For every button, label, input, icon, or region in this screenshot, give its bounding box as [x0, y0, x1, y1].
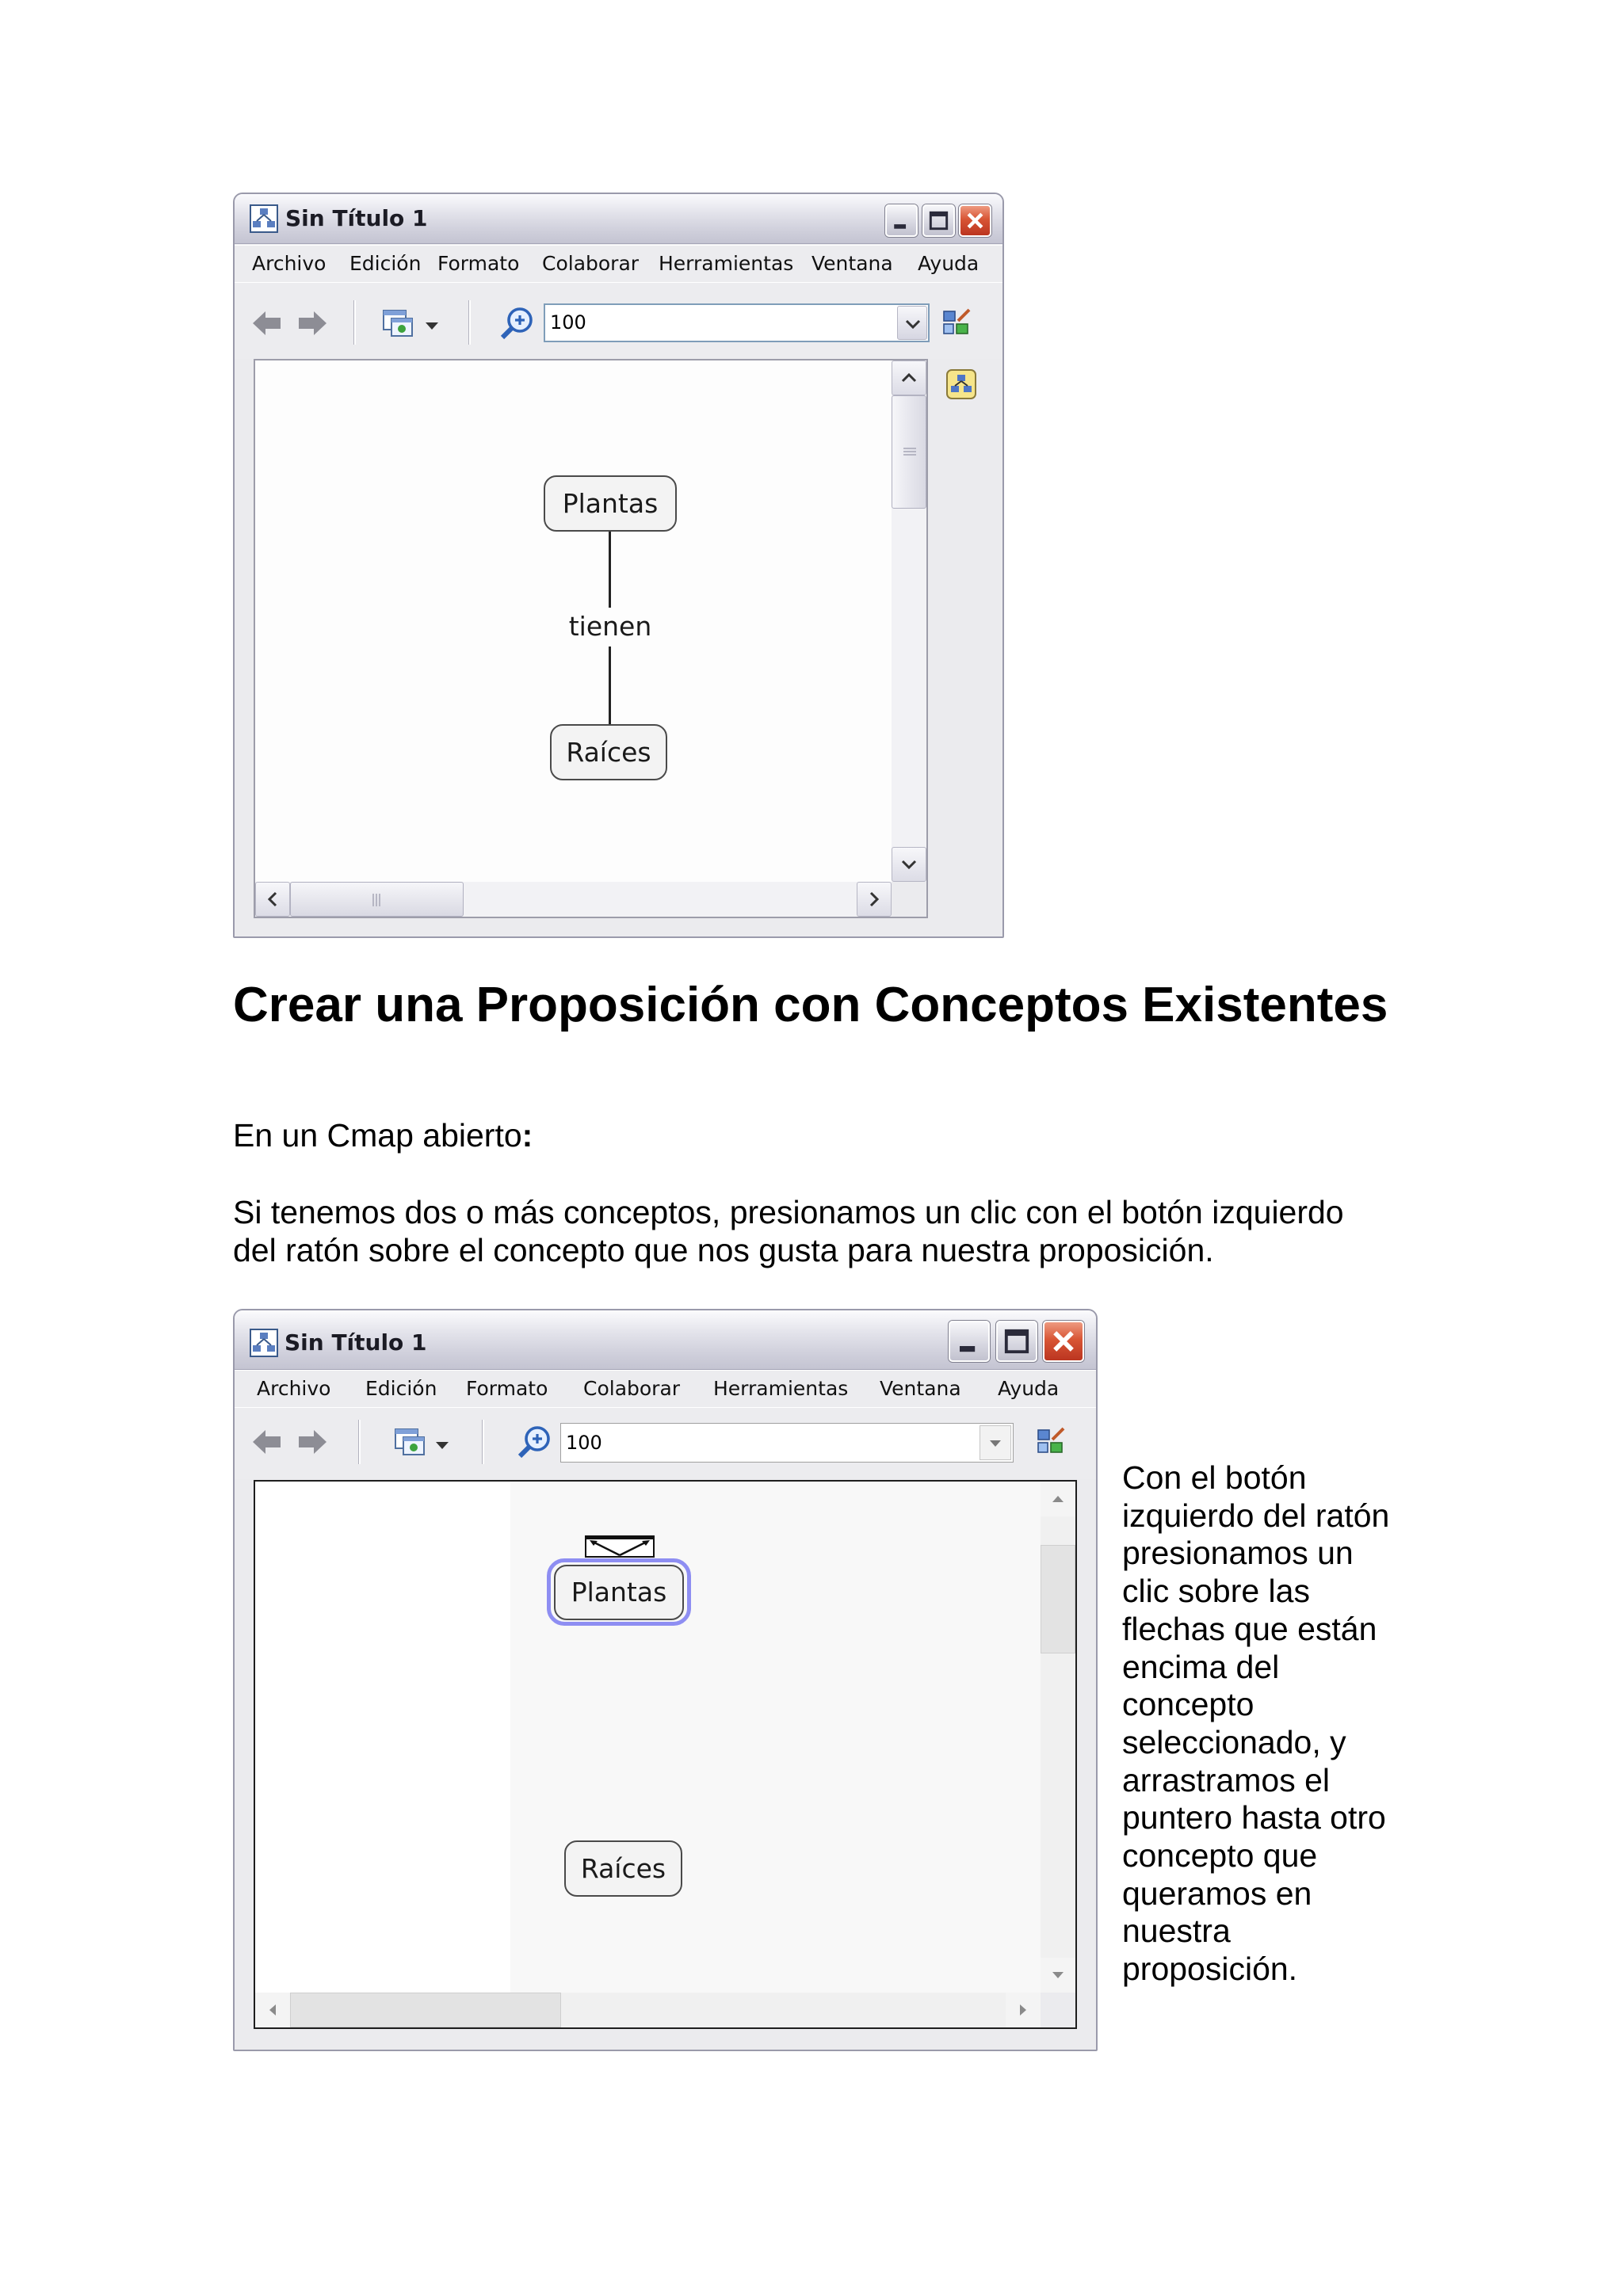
- side-note-line: flechas que están: [1122, 1610, 1377, 1647]
- side-note-line: concepto que: [1122, 1837, 1318, 1875]
- menu-ventana[interactable]: Ventana: [880, 1377, 961, 1400]
- grip-icon: [372, 894, 382, 906]
- toolbar-separator: [468, 300, 471, 345]
- menu-edicion[interactable]: Edición: [349, 252, 422, 275]
- styles-palette-icon[interactable]: [942, 308, 972, 338]
- link-handle-arrows-icon[interactable]: [585, 1535, 655, 1558]
- side-note-line: Con el botón: [1122, 1459, 1307, 1496]
- scroll-up-button[interactable]: [892, 360, 926, 395]
- chevron-left-icon: [268, 891, 277, 907]
- concept-label: Plantas: [571, 1577, 667, 1608]
- menu-colaborar[interactable]: Colaborar: [542, 252, 640, 275]
- chevron-left-icon: [269, 2004, 276, 2016]
- menu-herramientas[interactable]: Herramientas: [659, 252, 794, 275]
- maximize-icon: [998, 1322, 1036, 1360]
- concept-label: Raíces: [580, 1853, 666, 1884]
- side-note-line: encima del: [1122, 1648, 1280, 1685]
- side-note-line: queramos en: [1122, 1875, 1312, 1912]
- scroll-up-button[interactable]: [1041, 1482, 1075, 1516]
- zoom-in-icon[interactable]: [499, 306, 534, 341]
- concept-label: Plantas: [562, 488, 659, 519]
- cmap-document-icon: [249, 204, 279, 234]
- scrollbar-corner: [892, 882, 926, 917]
- side-note-line: proposición.: [1122, 1951, 1298, 1988]
- horizontal-scroll-thumb[interactable]: [290, 1993, 561, 2027]
- menu-edicion[interactable]: Edición: [365, 1377, 437, 1400]
- menu-archivo[interactable]: Archivo: [252, 252, 327, 275]
- close-icon: [1044, 1322, 1083, 1360]
- side-note-line: presionamos un: [1122, 1535, 1354, 1572]
- instruction-paragraph: [233, 1193, 1344, 1269]
- map-canvas[interactable]: [254, 1480, 1077, 2029]
- concept-label: Raíces: [566, 737, 651, 768]
- view-window-icon[interactable]: [380, 306, 415, 341]
- chevron-right-icon: [869, 891, 879, 907]
- menu-ventana[interactable]: Ventana: [812, 252, 893, 275]
- side-note-line: clic sobre las: [1122, 1573, 1310, 1610]
- chevron-down-icon: [990, 1440, 1001, 1447]
- side-note-line: izquierdo del ratón: [1122, 1497, 1390, 1534]
- intro-line: [233, 1116, 533, 1154]
- connector-line: [609, 646, 611, 724]
- side-note: [1122, 1459, 1389, 1989]
- scroll-down-button[interactable]: [1041, 1958, 1075, 1993]
- chevron-down-icon[interactable]: [426, 319, 438, 326]
- title-bar[interactable]: [235, 1310, 1096, 1370]
- view-window-icon[interactable]: [392, 1425, 427, 1459]
- close-button[interactable]: [1043, 1321, 1084, 1362]
- zoom-combobox[interactable]: [560, 1423, 1014, 1463]
- toolbar-separator: [482, 1420, 484, 1464]
- cmap-document-icon: [249, 1328, 279, 1358]
- zoom-value: 100: [566, 1432, 602, 1454]
- minimize-button[interactable]: [885, 204, 918, 237]
- vertical-scroll-thumb[interactable]: [892, 395, 926, 509]
- side-note-line: seleccionado, y: [1122, 1723, 1346, 1760]
- intro-text: En un Cmap abierto: [233, 1117, 522, 1154]
- toolbar-separator: [353, 300, 356, 345]
- toolbar: [235, 1407, 1096, 1479]
- zoom-combobox[interactable]: [544, 303, 930, 342]
- menu-colaborar[interactable]: Colaborar: [583, 1377, 681, 1400]
- maximize-icon: [924, 206, 953, 235]
- zoom-value: 100: [550, 311, 586, 334]
- title-bar[interactable]: [235, 194, 1002, 244]
- minimize-icon: [950, 1322, 988, 1360]
- menu-bar: [235, 1370, 1096, 1408]
- concept-node-plantas[interactable]: [544, 475, 677, 532]
- close-button[interactable]: [959, 204, 991, 237]
- maximize-button[interactable]: [922, 204, 955, 237]
- side-note-line: nuestra: [1122, 1913, 1231, 1950]
- menu-ayuda[interactable]: Ayuda: [918, 252, 980, 275]
- chevron-down-icon[interactable]: [436, 1439, 449, 1446]
- chevron-up-icon: [1052, 1496, 1064, 1502]
- chevron-up-icon: [901, 373, 917, 383]
- close-icon: [960, 206, 990, 235]
- paragraph-line: Si tenemos dos o más conceptos, presionamos un clic con el botón izquierdo: [233, 1194, 1344, 1230]
- paragraph-line: del ratón sobre el concepto que nos gusta para nuestra proposición.: [233, 1232, 1214, 1268]
- vertical-scroll-thumb[interactable]: [1041, 1545, 1075, 1653]
- zoom-dropdown-button[interactable]: [897, 306, 927, 340]
- scrollbar-corner: [1041, 1993, 1075, 2027]
- scroll-down-button[interactable]: [892, 847, 926, 882]
- menu-bar: [235, 245, 1002, 283]
- concept-node-plantas[interactable]: [554, 1565, 684, 1620]
- window-title: Sin Título 1: [285, 205, 428, 231]
- horizontal-scroll-thumb[interactable]: [290, 882, 464, 917]
- side-note-line: arrastramos el: [1122, 1761, 1331, 1798]
- chevron-down-icon: [901, 860, 917, 869]
- chevron-down-icon: [1052, 1972, 1064, 1978]
- chevron-down-icon: [905, 319, 921, 329]
- scroll-left-button[interactable]: [255, 1993, 290, 2027]
- zoom-in-icon[interactable]: [517, 1425, 552, 1459]
- maximize-button[interactable]: [996, 1321, 1037, 1362]
- side-note-line: concepto: [1122, 1686, 1254, 1723]
- minimize-icon: [887, 206, 916, 235]
- toolbar-separator: [358, 1420, 361, 1464]
- scroll-right-button[interactable]: [857, 882, 892, 917]
- scroll-left-button[interactable]: [255, 882, 290, 917]
- menu-formato[interactable]: Formato: [437, 252, 520, 275]
- scroll-right-button[interactable]: [1006, 1993, 1041, 2027]
- zoom-dropdown-button[interactable]: [980, 1425, 1011, 1460]
- menu-ayuda[interactable]: Ayuda: [998, 1377, 1060, 1400]
- menu-archivo[interactable]: Archivo: [257, 1377, 331, 1400]
- minimize-button[interactable]: [949, 1321, 990, 1362]
- window-title: Sin Título 1: [285, 1329, 427, 1356]
- menu-formato[interactable]: Formato: [466, 1377, 548, 1400]
- intro-colon: :: [521, 1117, 533, 1154]
- styles-palette-icon[interactable]: [1037, 1427, 1067, 1457]
- back-arrow-icon[interactable]: [251, 309, 283, 338]
- forward-arrow-icon[interactable]: [296, 309, 328, 338]
- back-arrow-icon[interactable]: [251, 1428, 283, 1456]
- forward-arrow-icon[interactable]: [296, 1428, 328, 1456]
- cmap-window-first: [233, 193, 1004, 938]
- chevron-right-icon: [1020, 2004, 1026, 2016]
- concept-node-raices[interactable]: [564, 1840, 682, 1897]
- section-heading: Crear una Proposición con Conceptos Existentes: [233, 978, 1388, 1032]
- grip-icon: [903, 448, 916, 457]
- side-note-line: puntero hasta otro: [1122, 1799, 1386, 1836]
- menu-herramientas[interactable]: Herramientas: [713, 1377, 849, 1400]
- concept-node-raices[interactable]: [550, 724, 667, 780]
- cmap-navigator-icon[interactable]: [945, 368, 977, 400]
- map-canvas[interactable]: [254, 359, 928, 918]
- linking-phrase[interactable]: tienen: [568, 611, 652, 642]
- connector-line: [609, 532, 611, 608]
- cmap-window-second: [233, 1309, 1098, 2051]
- toolbar: [235, 282, 1002, 359]
